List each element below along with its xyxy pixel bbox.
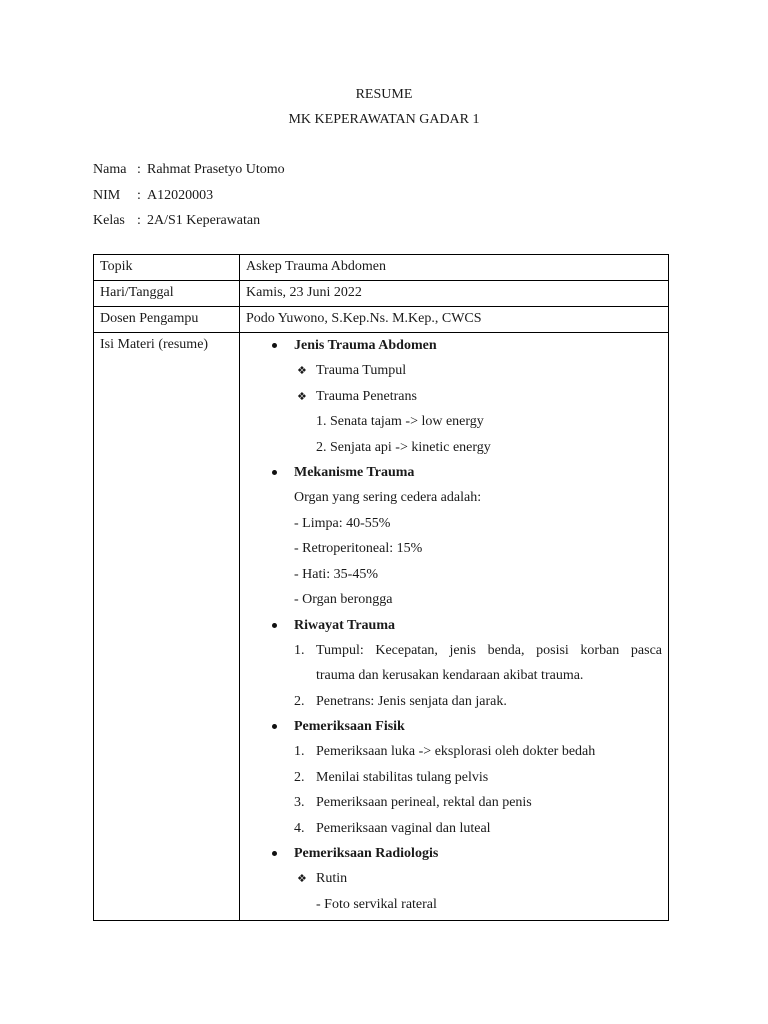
diamond-bullet-icon: ❖ bbox=[297, 364, 307, 377]
list-item: - Organ berongga bbox=[294, 592, 393, 607]
section-heading: Riwayat Trauma bbox=[294, 617, 395, 633]
info-nama bbox=[93, 162, 285, 178]
row-label: Isi Materi (resume) bbox=[94, 333, 240, 921]
resume-table bbox=[93, 254, 669, 921]
diamond-bullet-icon: ❖ bbox=[297, 389, 307, 403]
list-item bbox=[246, 638, 662, 664]
list-item-text: Tumpul: Kecepatan, jenis benda, posisi korban pasca bbox=[316, 642, 662, 658]
list-item: - Limpa: 40-55% bbox=[294, 515, 391, 531]
section-heading: Pemeriksaan Radiologis bbox=[294, 846, 439, 861]
info-kelas bbox=[93, 213, 260, 229]
section-mekanisme bbox=[246, 460, 662, 485]
list-item: 1. Senata tajam -> low energy bbox=[316, 414, 484, 429]
list-item-text: Penetrans: Jenis senjata dan jarak. bbox=[316, 693, 507, 709]
section-heading: Mekanisme Trauma bbox=[294, 465, 415, 480]
table-row-materi bbox=[94, 333, 669, 921]
row-value: Askep Trauma Abdomen bbox=[240, 255, 669, 281]
info-colon: : bbox=[137, 188, 141, 203]
list-item-text: Pemeriksaan luka -> eksplorasi oleh dokter bedah bbox=[316, 744, 596, 759]
info-colon: : bbox=[137, 162, 141, 177]
bullet-dot-icon bbox=[272, 623, 277, 628]
list-item-continuation: trauma dan kerusakan kendaraan akibat trauma. bbox=[316, 668, 584, 683]
list-item-text: Trauma Penetrans bbox=[316, 388, 417, 404]
document-subtitle: MK KEPERAWATAN GADAR 1 bbox=[288, 112, 480, 127]
info-key: Kelas bbox=[93, 213, 125, 228]
list-item: - Retroperitoneal: 15% bbox=[294, 541, 423, 556]
section-heading: Jenis Trauma Abdomen bbox=[294, 338, 437, 353]
info-value: 2A/S1 Keperawatan bbox=[147, 213, 261, 228]
info-value: Rahmat Prasetyo Utomo bbox=[147, 162, 285, 177]
info-key: NIM bbox=[93, 188, 121, 203]
bullet-dot-icon bbox=[272, 851, 277, 856]
info-nim bbox=[93, 188, 213, 204]
row-value: Kamis, 23 Juni 2022 bbox=[240, 281, 669, 307]
row-label: Dosen Pengampu bbox=[94, 307, 240, 333]
list-item-text: Menilai stabilitas tulang pelvis bbox=[316, 769, 489, 785]
table-row bbox=[94, 255, 669, 281]
list-item bbox=[246, 866, 662, 892]
row-label: Topik bbox=[94, 255, 240, 281]
bullet-dot-icon bbox=[272, 470, 277, 475]
table-row bbox=[94, 307, 669, 333]
section-heading: Pemeriksaan Fisik bbox=[294, 719, 405, 734]
paragraph: Organ yang sering cedera adalah: bbox=[294, 490, 482, 505]
bullet-dot-icon bbox=[272, 343, 277, 348]
list-number: 2. bbox=[294, 769, 305, 785]
section-fisik bbox=[246, 714, 662, 739]
list-item bbox=[246, 358, 662, 384]
list-item: - Foto servikal rateral bbox=[316, 896, 437, 912]
bullet-dot-icon bbox=[272, 724, 277, 729]
row-label: Hari/Tanggal bbox=[94, 281, 240, 307]
info-key: Nama bbox=[93, 162, 127, 177]
list-number: 3. bbox=[294, 795, 305, 810]
list-item bbox=[246, 689, 662, 715]
diamond-bullet-icon: ❖ bbox=[297, 872, 307, 885]
list-item-text: Pemeriksaan vaginal dan luteal bbox=[316, 820, 491, 836]
list-item bbox=[246, 739, 662, 765]
list-item-text: Rutin bbox=[316, 871, 348, 886]
list-number: 2. bbox=[294, 693, 305, 709]
row-value: Podo Yuwono, S.Kep.Ns. M.Kep., CWCS bbox=[240, 307, 669, 333]
table-row bbox=[94, 281, 669, 307]
list-number: 4. bbox=[294, 820, 305, 836]
section-riwayat bbox=[246, 613, 662, 638]
list-item: 2. Senjata api -> kinetic energy bbox=[316, 439, 491, 455]
document-title: RESUME bbox=[355, 87, 413, 102]
info-colon: : bbox=[137, 213, 141, 228]
materi-content bbox=[240, 333, 669, 921]
list-item bbox=[246, 765, 662, 791]
list-item: - Hati: 35-45% bbox=[294, 566, 378, 582]
list-item bbox=[246, 790, 662, 816]
list-item-text: Pemeriksaan perineal, rektal dan penis bbox=[316, 795, 532, 810]
list-item bbox=[246, 384, 662, 410]
info-value: A12020003 bbox=[147, 188, 214, 203]
list-number: 1. bbox=[294, 744, 305, 759]
list-item-text: Trauma Tumpul bbox=[316, 363, 407, 378]
list-number: 1. bbox=[294, 642, 305, 658]
section-radiologis bbox=[246, 841, 662, 866]
section-jenis-trauma bbox=[246, 333, 662, 358]
list-item bbox=[246, 816, 662, 842]
